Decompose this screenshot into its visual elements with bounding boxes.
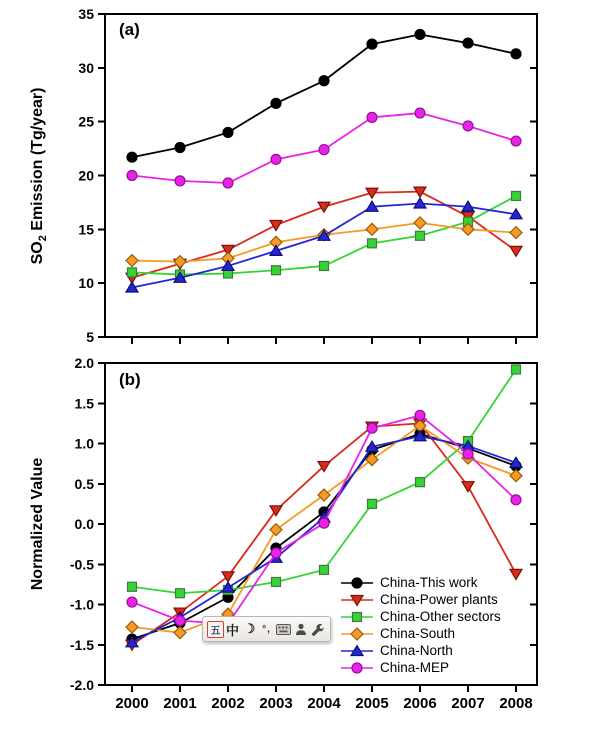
data-point-marker [127, 152, 137, 162]
axis-frame [105, 14, 537, 337]
y-title-a-sub: 2 [37, 235, 50, 242]
legend-entry-china-other-sectors [340, 608, 501, 625]
x-tick-label: 2003 [259, 695, 293, 712]
data-point-marker [223, 127, 233, 137]
data-point-marker [510, 227, 522, 239]
data-point-marker [270, 506, 282, 516]
y-tick-label: -0.5 [69, 556, 94, 573]
soft-keyboard-icon[interactable] [275, 619, 292, 639]
y-tick-label: 5 [86, 329, 94, 345]
legend-marker-china-other-sectors [340, 610, 374, 624]
data-point-marker [270, 524, 282, 536]
punctuation-mode-icon[interactable]: °, [262, 623, 271, 635]
x-tick-label: 2002 [211, 695, 245, 712]
legend-label: China-North [380, 643, 453, 658]
legend-entry-china-north [340, 642, 501, 659]
data-point-marker [353, 612, 362, 621]
legend-marker-china-this-work [340, 576, 374, 590]
y-tick-label: -2.0 [69, 677, 94, 693]
data-point-marker [271, 548, 281, 558]
legend-marker-china-mep [340, 661, 374, 675]
data-point-marker [126, 255, 138, 267]
y-tick-label: -1.5 [69, 636, 94, 653]
data-point-marker [462, 482, 474, 492]
legend-marker-china-north [340, 644, 374, 658]
y-tick-label: 0.5 [74, 475, 94, 492]
data-point-marker [175, 176, 185, 186]
data-point-marker [174, 627, 186, 639]
legend [340, 574, 501, 676]
data-point-marker [511, 495, 521, 505]
data-point-marker [127, 597, 137, 607]
data-point-marker [351, 628, 363, 640]
data-point-marker [176, 589, 185, 598]
data-point-marker [415, 410, 425, 420]
x-tick-label: 2000 [115, 695, 149, 712]
x-tick-label: 2006 [403, 695, 437, 712]
data-point-marker [352, 578, 362, 588]
x-tick-label: 2005 [355, 695, 389, 712]
data-point-marker [511, 136, 521, 146]
data-point-marker [319, 145, 329, 155]
legend-label: China-South [380, 626, 456, 641]
series-china-mep [127, 108, 521, 188]
y-tick-label: -1.0 [69, 596, 94, 613]
series-line [132, 369, 516, 593]
y-tick-label: 25 [78, 113, 94, 130]
data-point-marker [368, 499, 377, 508]
legend-label: China-MEP [380, 660, 450, 675]
y-tick-label: 20 [78, 167, 94, 184]
data-point-marker [463, 449, 473, 459]
x-tick-label: 2008 [499, 695, 533, 712]
ime-language-indicator-icon[interactable]: 五 [207, 619, 224, 639]
y-title-a-pre: SO [29, 241, 46, 265]
data-point-marker [511, 49, 521, 59]
data-point-marker [367, 423, 377, 433]
data-point-marker [368, 239, 377, 248]
data-point-marker [272, 577, 281, 586]
data-point-marker [319, 518, 329, 528]
panel-b-label: (b) [119, 370, 141, 389]
x-tick-label: 2004 [307, 695, 341, 712]
legend-label: China-Other sectors [380, 609, 501, 624]
data-point-marker [320, 565, 329, 574]
legend-entry-china-this-work [340, 574, 501, 591]
data-point-marker [175, 143, 185, 153]
data-point-marker [352, 663, 362, 673]
series-line [132, 203, 516, 287]
data-point-marker [127, 171, 137, 181]
data-point-marker [367, 112, 377, 122]
data-point-marker [128, 582, 137, 591]
data-point-marker [414, 217, 426, 229]
chinese-mode-icon[interactable]: 中 [225, 622, 239, 638]
panel-a-y-axis-title [24, 6, 52, 346]
data-point-marker [128, 268, 137, 277]
data-point-marker [319, 76, 329, 86]
panel-a-label: (a) [119, 20, 140, 39]
x-tick-label: 2001 [163, 695, 197, 712]
data-point-marker [415, 108, 425, 118]
data-point-marker [463, 38, 473, 48]
series-line [132, 34, 516, 157]
data-point-marker [416, 478, 425, 487]
data-point-marker [271, 98, 281, 108]
panel-b-y-axis-title: Normalized Value [29, 457, 46, 591]
series-china-this-work [127, 29, 521, 162]
settings-wrench-icon[interactable] [309, 619, 326, 639]
legend-entry-china-mep [340, 659, 501, 676]
data-point-marker [510, 457, 522, 467]
data-point-marker [366, 223, 378, 235]
data-point-marker [367, 39, 377, 49]
y-tick-label: 35 [78, 6, 94, 22]
data-point-marker [510, 470, 522, 482]
y-tick-label: 15 [78, 221, 94, 238]
legend-label: China-This work [380, 575, 478, 590]
data-point-marker [512, 365, 521, 374]
y-tick-label: 1.5 [74, 395, 94, 412]
legend-marker-china-south [340, 627, 374, 641]
legend-entry-china-power-plants [340, 591, 501, 608]
user-icon[interactable] [292, 619, 309, 639]
data-point-marker [126, 621, 138, 633]
data-point-marker [416, 231, 425, 240]
data-point-marker [272, 266, 281, 275]
legend-entry-china-south [340, 625, 501, 642]
x-tick-label: 2007 [451, 695, 485, 712]
data-point-marker [320, 261, 329, 270]
y-title-a-post: Emission (Tg/year) [29, 87, 46, 236]
halfwidth-moon-icon[interactable]: ☽ [243, 621, 256, 636]
data-point-marker [510, 569, 522, 579]
y-tick-label: 0.0 [74, 516, 94, 532]
data-point-marker [510, 246, 522, 256]
data-point-marker [318, 202, 330, 212]
data-point-marker [223, 178, 233, 188]
data-point-marker [512, 191, 521, 200]
y-tick-label: 10 [78, 275, 94, 292]
data-point-marker [463, 121, 473, 131]
data-point-marker [270, 221, 282, 231]
y-tick-label: 2.0 [74, 355, 94, 371]
legend-marker-china-power-plants [340, 593, 374, 607]
y-tick-label: 30 [78, 59, 94, 76]
y-tick-label: 1.0 [74, 435, 94, 452]
ime-language-toolbar[interactable] [202, 616, 331, 642]
legend-label: China-Power plants [380, 592, 498, 607]
data-point-marker [271, 154, 281, 164]
data-point-marker [175, 616, 185, 626]
panel-a-plot [78, 6, 537, 345]
data-point-marker [415, 29, 425, 39]
